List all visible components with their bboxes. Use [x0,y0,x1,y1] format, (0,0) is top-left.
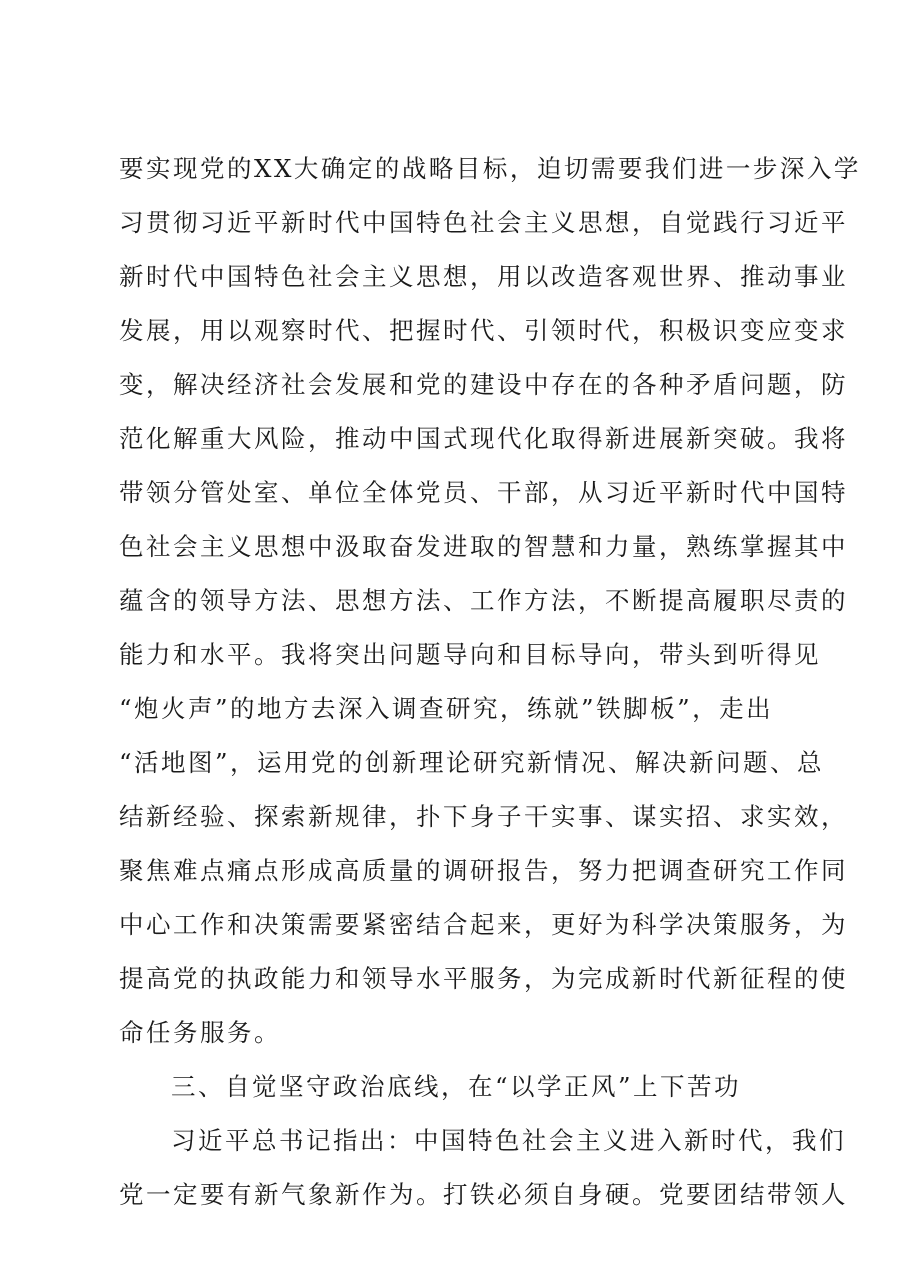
paragraph-line: 发展，用以观察时代、把握时代、引领时代，积极识变应变求 [119,316,848,345]
paragraph-line: 习贯彻习近平新时代中国特色社会主义思想，自觉践行习近平 [119,208,848,237]
paragraph-line: 提高党的执政能力和领导水平服务，为完成新时代新征程的使 [119,964,848,993]
paragraph-line: “活地图”，运用党的创新理论研究新情况、解决新问题、总 [119,748,825,777]
body-text [119,142,861,1222]
paragraph-line: 能力和水平。我将突出问题导向和目标导向，带头到听得见 [119,640,821,669]
paragraph-line: 要实现党的XX大确定的战略目标，迫切需要我们进一步深入学 [119,154,861,183]
paragraph-line: 蕴含的领导方法、思想方法、工作方法，不断提高履职尽责的 [119,586,848,615]
paragraph-line: 带领分管处室、单位全体党员、干部，从习近平新时代中国特 [119,478,848,507]
section-heading: 三、自觉坚守政治底线，在“以学正风”上下苦功 [171,1072,742,1101]
paragraph-line: “炮火声”的地方去深入调查研究，练就”铁脚板”，走出 [119,694,774,723]
paragraph-line: 色社会主义思想中汲取奋发进取的智慧和力量，熟练掌握其中 [119,532,848,561]
paragraph-line: 新时代中国特色社会主义思想，用以改造客观世界、推动事业 [119,262,848,291]
paragraph-line: 习近平总书记指出：中国特色社会主义进入新时代，我们 [171,1126,846,1155]
paragraph-line: 变，解决经济社会发展和党的建设中存在的各种矛盾问题，防 [119,370,848,399]
paragraph-line: 范化解重大风险，推动中国式现代化取得新进展新突破。我将 [119,424,848,453]
paragraph-line: 党一定要有新气象新作为。打铁必须自身硬。党要团结带领人 [119,1180,848,1209]
paragraph-line: 命任务服务。 [119,1018,281,1047]
paragraph-line: 聚焦难点痛点形成高质量的调研报告，努力把调查研究工作同 [119,856,848,885]
paragraph-line: 结新经验、探索新规律，扑下身子干实事、谋实招、求实效， [119,802,848,831]
paragraph-line: 中心工作和决策需要紧密结合起来，更好为科学决策服务，为 [119,910,848,939]
